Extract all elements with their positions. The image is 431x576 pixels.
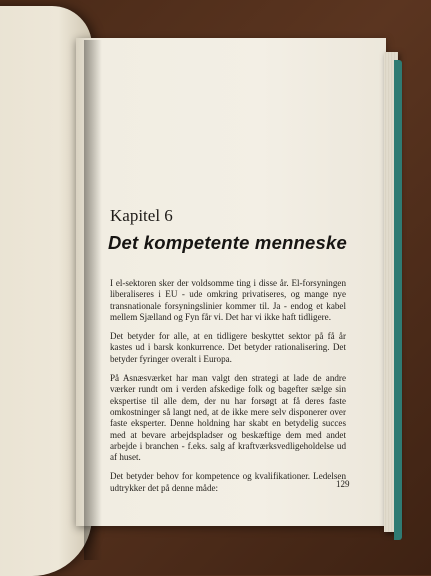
book-gutter xyxy=(84,40,102,560)
paragraph-4: Det betyder behov for kompetence og kvalifikationer. Ledelsen udtrykker det på denne måde: xyxy=(110,471,346,493)
chapter-label: Kapitel 6 xyxy=(110,206,173,225)
chapter-title: Det kompetente menneske xyxy=(108,232,348,253)
body-text xyxy=(110,278,346,502)
paragraph-3: På Asnæsværket har man valgt den strategi at lade de andre værker rundt om i verden afskedige folk og bagefter sælge sin ekspertise til alle dem, der nu har forsøgt at få deres faste omkostninger så langt ned, at de ikke mere selv disponerer over faste eksperter. Denne holdning har skabt en betydelig succes med at bevare arbejdspladser og beskæftige dem med andet arbejde i branchen - f.eks. salg af kraftværksvedligeholdelse ud af huset. xyxy=(110,373,346,463)
paragraph-1: I el-sektoren sker der voldsomme ting i disse år. El-forsyningen liberaliseres i EU - ude omkring privatiseres, og mange nye transnationale forsyningslinier kommer til. Ja - endog et kabel mellem Sjælland og Fyn får vi. Det har vi ikke haft tidligere. xyxy=(110,278,346,322)
paragraph-2: Det betyder for alle, at en tidligere beskyttet sektor på få år kastes ud i barsk konkurrence. Det betyder rationalisering. Det betyder fyringer overalt i Europa. xyxy=(110,331,346,364)
page-number: 129 xyxy=(336,479,350,489)
book-cover-edge xyxy=(394,60,402,540)
